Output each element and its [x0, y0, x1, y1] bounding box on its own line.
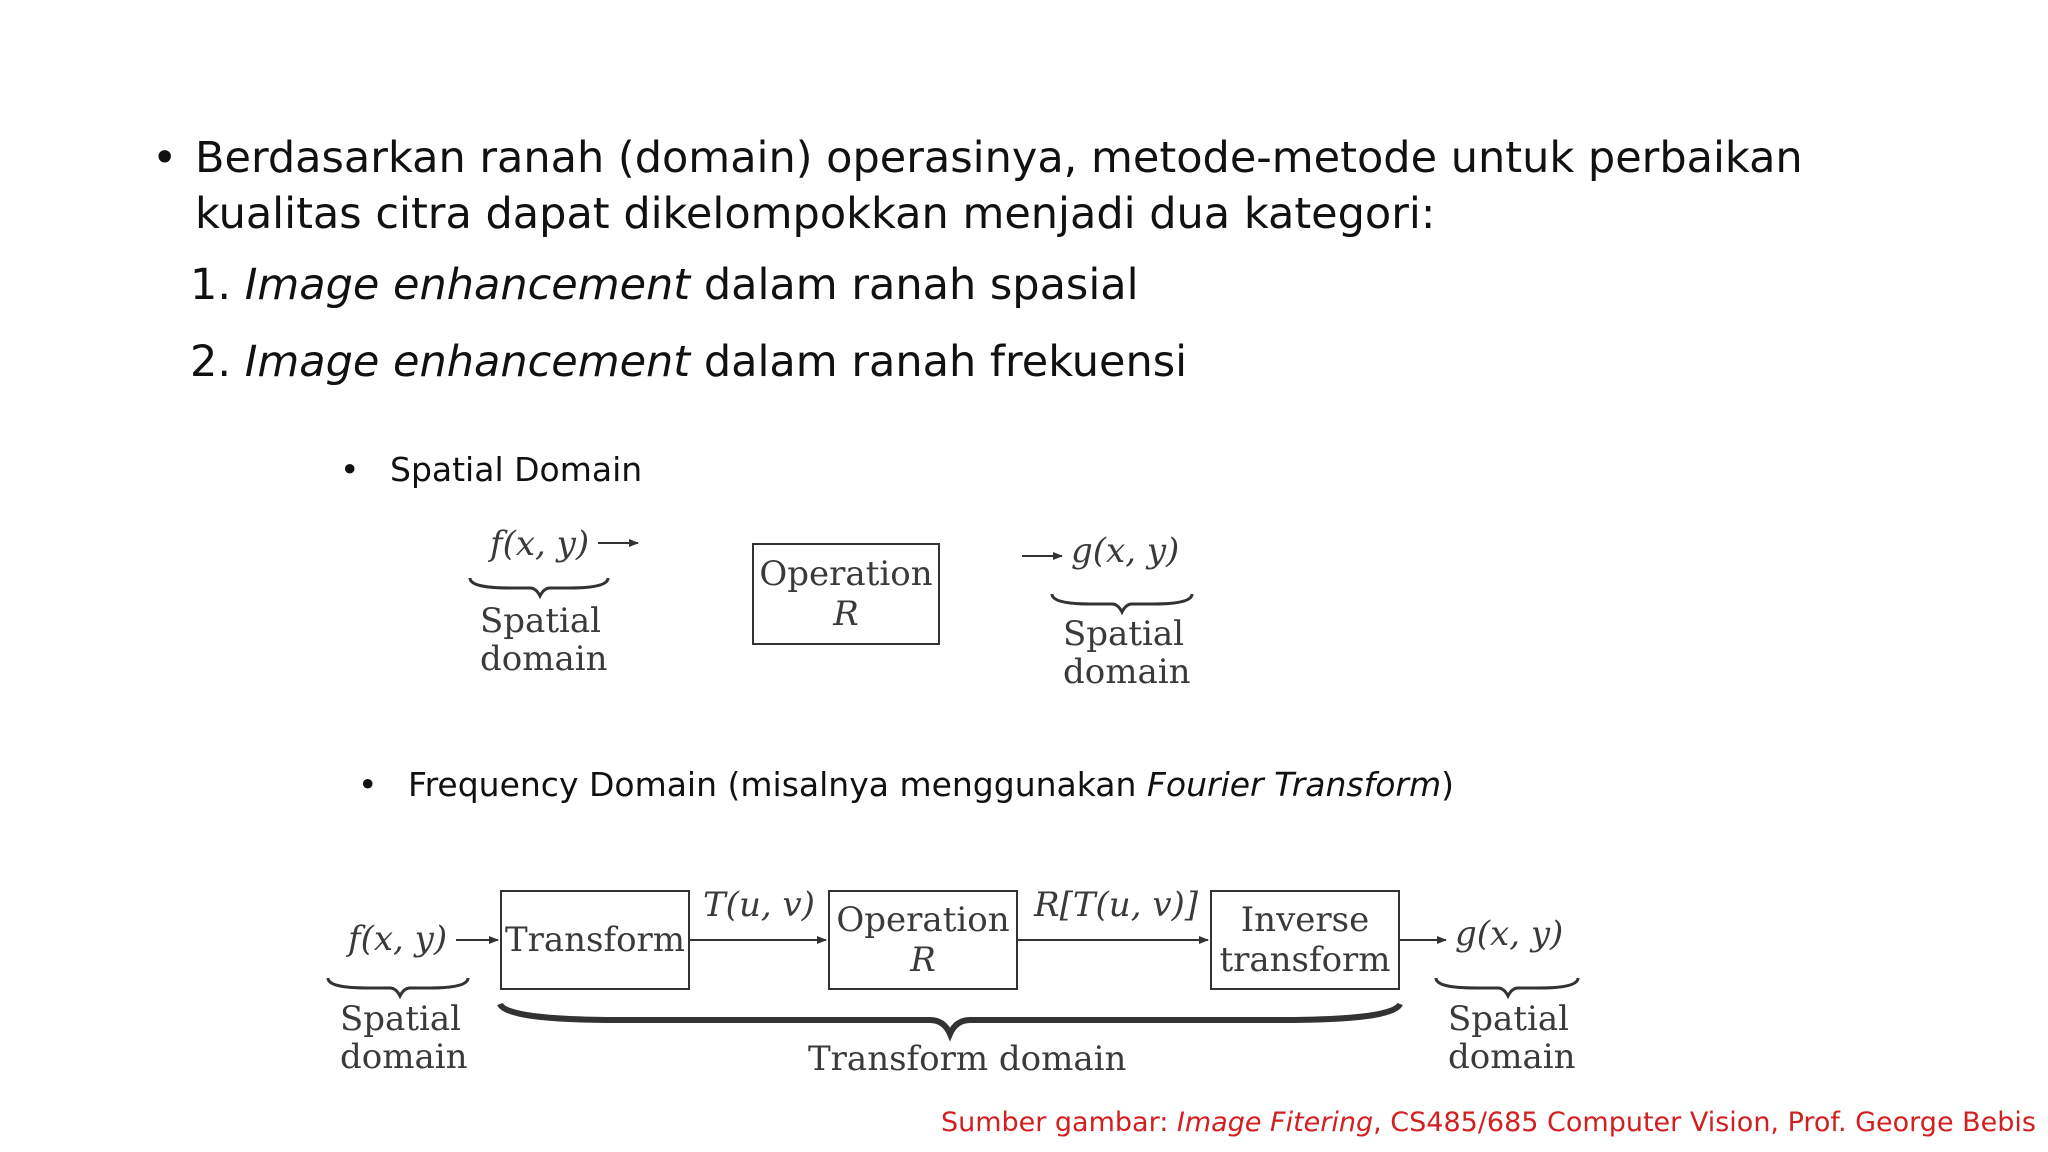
category-1-italic: Image enhancement: [244, 260, 691, 310]
spatial-operation-symbol: R: [833, 594, 859, 634]
category-1-number: 1.: [190, 260, 232, 310]
source-rest: , CS485/685 Computer Vision, Prof. George Bebis: [1373, 1107, 2036, 1138]
spatial-title: Spatial Domain: [390, 450, 643, 489]
source-caption: [941, 1107, 2036, 1138]
freq-input-label-2: domain: [340, 1037, 468, 1077]
freq-output-label-1: Spatial: [1448, 999, 1570, 1039]
freq-input-brace: [328, 978, 468, 996]
frequency-title-prefix: Frequency Domain (misalnya menggunakan: [408, 765, 1147, 804]
transform-domain-brace: [500, 1004, 1400, 1034]
frequency-bullet-marker: •: [358, 765, 378, 804]
intro-line-1: Berdasarkan ranah (domain) operasinya, metode-metode untuk perbaikan: [195, 133, 1803, 183]
freq-input-label-1: Spatial: [340, 999, 462, 1039]
intro-bullet-marker: •: [152, 133, 178, 183]
category-2-number: 2.: [190, 337, 232, 387]
freq-rtuv-label: R[T(u, v)]: [1034, 885, 1199, 925]
freq-input: f(x, y): [348, 919, 448, 959]
spatial-output-label-1: Spatial: [1063, 614, 1185, 654]
intro-line-2: kualitas citra dapat dikelompokkan menjadi dua kategori:: [195, 189, 1436, 239]
spatial-input: f(x, y): [490, 524, 590, 564]
freq-output: g(x, y): [1455, 914, 1564, 954]
frequency-title-italic: Fourier Transform: [1146, 765, 1442, 804]
spatial-output-label-2: domain: [1063, 652, 1191, 692]
spatial-input-label-1: Spatial: [480, 601, 602, 641]
freq-operation-symbol: R: [910, 940, 936, 980]
freq-operation-label: Operation: [836, 900, 1010, 940]
spatial-input-label-2: domain: [480, 639, 608, 679]
freq-transform-domain-label: Transform domain: [808, 1039, 1127, 1079]
freq-output-label-2: domain: [1448, 1037, 1576, 1077]
spatial-bullet-marker: •: [340, 450, 360, 489]
freq-transform-label: Transform: [504, 920, 686, 960]
source-italic: Image Fitering: [1176, 1107, 1374, 1138]
category-2-rest: dalam ranah frekuensi: [690, 337, 1188, 387]
spatial-input-brace: [470, 578, 608, 596]
source-prefix: Sumber gambar:: [940, 1107, 1177, 1138]
freq-output-brace: [1436, 978, 1578, 996]
spatial-operation-label: Operation: [759, 554, 933, 594]
frequency-title-suffix: ): [1441, 765, 1454, 804]
spatial-output-brace: [1052, 594, 1192, 612]
freq-inverse-label-2: transform: [1219, 940, 1391, 980]
freq-inverse-label-1: Inverse: [1240, 900, 1370, 940]
category-1-rest: dalam ranah spasial: [690, 260, 1139, 310]
spatial-output: g(x, y): [1071, 531, 1180, 571]
freq-tuv-label: T(u, v): [703, 885, 815, 925]
category-2-italic: Image enhancement: [244, 337, 691, 387]
